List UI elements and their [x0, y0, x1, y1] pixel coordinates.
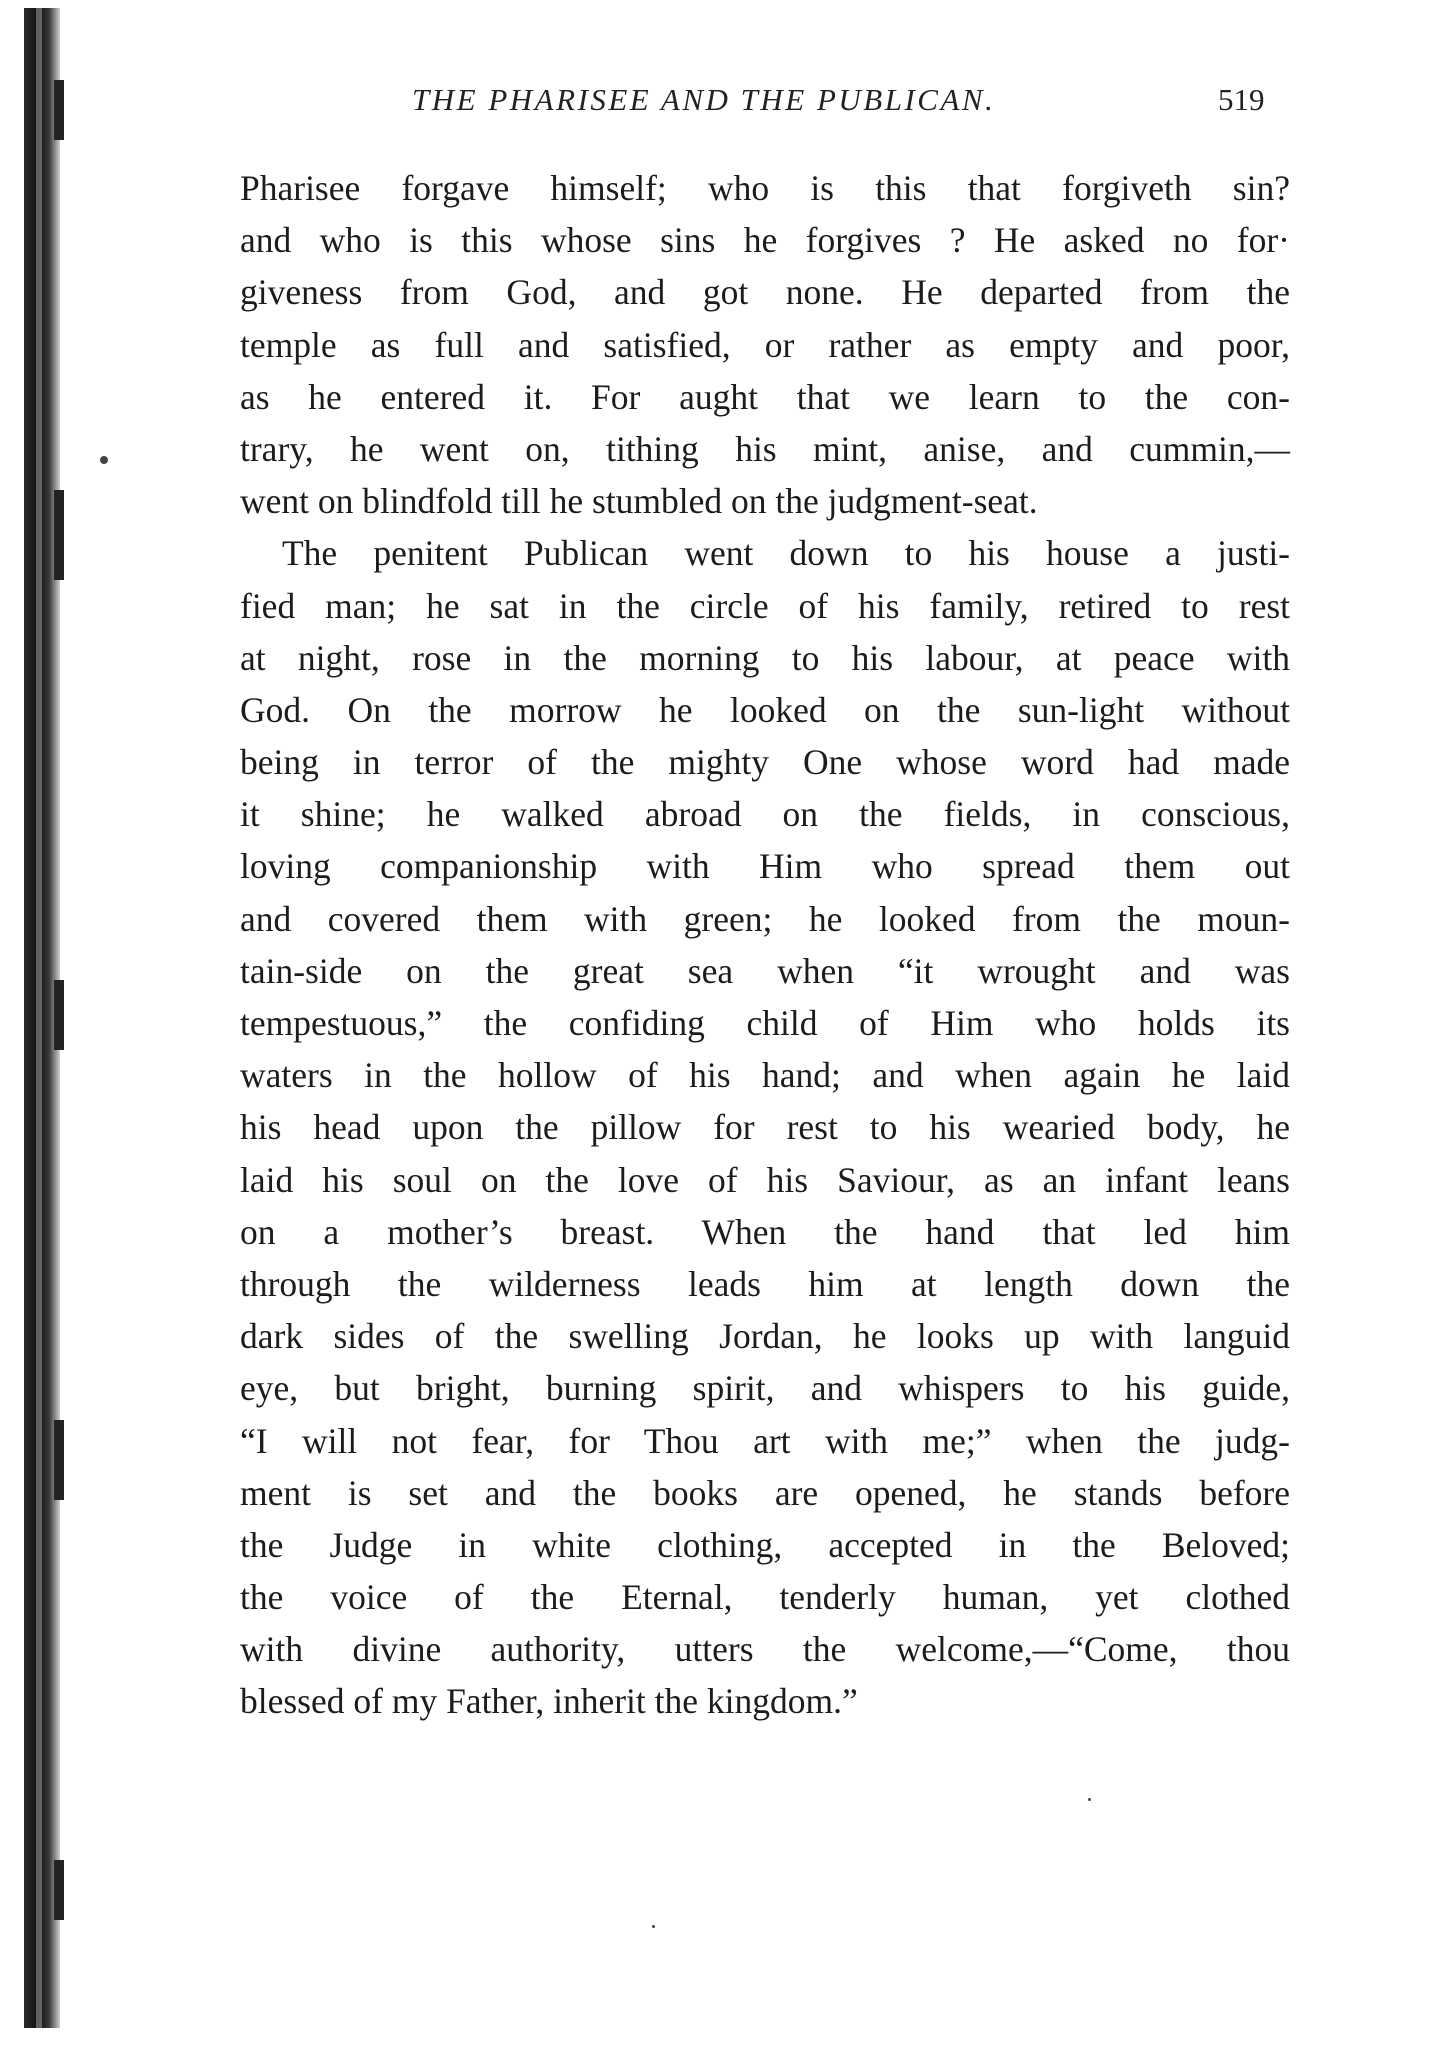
- text-line: dark sides of the swelling Jordan, he looks up with languid: [240, 1316, 1290, 1357]
- text-line: eye, but bright, burning spirit, and whispers to his guide,: [240, 1368, 1290, 1409]
- text-line: through the wilderness leads him at length down the: [240, 1263, 1290, 1304]
- binding-notch: [54, 80, 64, 140]
- text-line: Pharisee forgave himself; who is this that forgiveth sin?: [240, 168, 1290, 208]
- running-title: THE PHARISEE AND THE PUBLICAN.: [412, 82, 996, 117]
- text-line: fied man; he sat in the circle of his family, retired to rest: [240, 585, 1290, 626]
- text-line: being in terror of the mighty One whose word had made: [240, 742, 1290, 783]
- text-line: and who is this whose sins he forgives ? He asked no for·: [240, 220, 1290, 261]
- binding-notch: [54, 1860, 64, 1920]
- text-line: ment is set and the books are opened, he stands before: [240, 1472, 1290, 1513]
- paragraph-1: [240, 162, 1290, 527]
- binding-notch: [54, 490, 64, 580]
- text-line: the Judge in white clothing, accepted in the Beloved;: [240, 1524, 1290, 1565]
- text-line: blessed of my Father, inherit the kingdom.”: [240, 1681, 858, 1722]
- text-line: loving companionship with Him who spread them out: [240, 846, 1290, 887]
- scan-speck: [1088, 1798, 1091, 1801]
- text-line: giveness from God, and got none. He departed from the: [240, 272, 1290, 313]
- text-line: tain-side on the great sea when “it wrought and was: [240, 950, 1290, 991]
- text-line: the voice of the Eternal, tenderly human, yet clothed: [240, 1577, 1290, 1618]
- text-line: and covered them with green; he looked from the moun-: [240, 898, 1290, 939]
- text-line: as he entered it. For aught that we learn to the con-: [240, 376, 1290, 417]
- text-line: with divine authority, utters the welcome,—“Come, thou: [240, 1629, 1290, 1670]
- binding-notch: [54, 980, 64, 1050]
- text-line: laid his soul on the love of his Saviour, as an infant leans: [240, 1159, 1290, 1200]
- body-text: [240, 162, 1290, 1728]
- page-number: 519: [1218, 82, 1265, 117]
- scan-speck: [652, 1925, 655, 1928]
- text-line: went on blindfold till he stumbled on the judgment-seat.: [240, 481, 1038, 522]
- text-line: tempestuous,” the confiding child of Him who holds its: [240, 1003, 1290, 1043]
- text-line: The penitent Publican went down to his house a justi-: [282, 533, 1290, 574]
- text-line: God. On the morrow he looked on the sun-light without: [240, 689, 1290, 730]
- paragraph-2: [240, 527, 1290, 1727]
- text-line: it shine; he walked abroad on the fields, in conscious,: [240, 794, 1290, 835]
- binding-notch: [54, 1420, 64, 1500]
- text-line: “I will not fear, for Thou art with me;” when the judg-: [240, 1420, 1290, 1461]
- text-line: at night, rose in the morning to his labour, at peace with: [240, 637, 1290, 678]
- text-line: waters in the hollow of his hand; and when again he laid: [240, 1055, 1290, 1096]
- text-line: his head upon the pillow for rest to his wearied body, he: [240, 1107, 1290, 1148]
- scan-speck: [100, 456, 108, 464]
- text-line: temple as full and satisfied, or rather as empty and poor,: [240, 324, 1290, 365]
- text-line: on a mother’s breast. When the hand that led him: [240, 1211, 1290, 1252]
- text-line: trary, he went on, tithing his mint, anise, and cummin,—: [240, 428, 1290, 469]
